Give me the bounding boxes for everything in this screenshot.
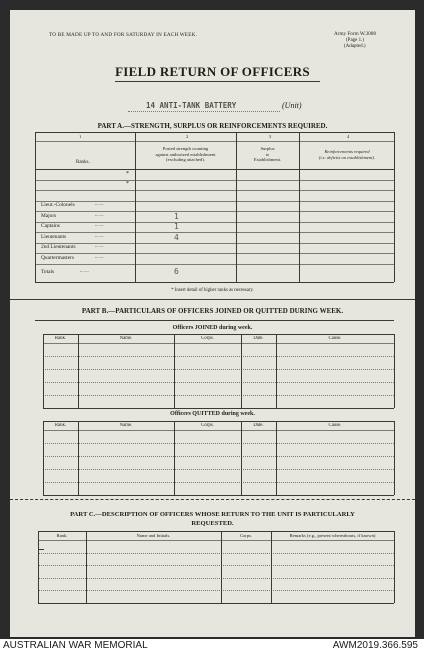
col-num-2: 2 — [186, 134, 189, 139]
rank-label: Quartermasters — [41, 254, 74, 261]
table-row-rule — [43, 369, 394, 370]
table-row-rule — [38, 603, 394, 604]
grid-rule — [35, 211, 394, 212]
unit-dotted-line — [128, 111, 280, 112]
grid-rule — [35, 190, 394, 191]
part-c-heading-line2: REQUESTED. — [191, 520, 234, 527]
rank-label: Majors — [41, 212, 57, 219]
totals-label: Totals — [41, 268, 55, 275]
grid-column-line — [236, 132, 237, 282]
star-marker: * — [126, 181, 129, 187]
posted-value: 1 — [174, 222, 179, 231]
leader-dots: ... ... — [95, 233, 104, 239]
grid-rule — [35, 180, 394, 181]
grid-rule — [35, 232, 394, 233]
col-num-4: 4 — [347, 134, 350, 139]
table-column-line — [394, 531, 395, 603]
leader-dots: ... ... — [95, 223, 104, 228]
form-adapted: (Adapted.) — [344, 44, 366, 49]
column-header: Name and Initials. — [136, 533, 171, 538]
column-header: Corps. — [201, 423, 214, 428]
column-header: Cause. — [328, 423, 342, 428]
rank-label: Captains — [41, 223, 60, 229]
table-row-rule — [38, 565, 394, 566]
column-header: Corps. — [239, 533, 253, 538]
quitted-title: Officers QUITTED during week. — [170, 411, 255, 417]
part-c-ink-mark — [38, 549, 44, 550]
leader-dots: ... ... — [95, 202, 104, 207]
grid-column-line — [299, 132, 300, 282]
table-row-rule — [38, 578, 394, 579]
table-header-rule — [43, 343, 394, 344]
table-column-line — [43, 334, 44, 408]
grid-rule — [35, 264, 394, 265]
column-header: Date. — [253, 336, 264, 341]
top-note: TO BE MADE UP TO AND FOR SATURDAY IN EACH WEEK. — [49, 32, 198, 38]
form-title: FIELD RETURN OF OFFICERS — [115, 64, 310, 79]
leader-dots: ... ... — [80, 268, 89, 274]
table-column-line — [78, 421, 79, 495]
table-row-rule — [43, 356, 394, 357]
unit-label: (Unit) — [282, 101, 302, 110]
form-page — [10, 10, 415, 637]
table-column-line — [174, 421, 175, 495]
column-header: Cause. — [328, 336, 342, 341]
posted-value: 1 — [174, 211, 179, 221]
footer-left: AUSTRALIAN WAR MEMORIAL — [3, 640, 148, 651]
table-column-line — [276, 334, 277, 408]
leader-dots: ... ... — [95, 244, 104, 249]
col-head-surplus: Surplus to Establishment. — [253, 146, 282, 163]
grid-column-line — [394, 132, 395, 282]
part-a-heading: PART A.—STRENGTH, SURPLUS OR REINFORCEMENTS REQUIRED. — [97, 122, 328, 130]
table-header-rule — [38, 540, 394, 541]
table-row-rule — [43, 382, 394, 383]
footer-right: AWM2019.366.595 — [332, 640, 418, 651]
table-column-line — [276, 421, 277, 495]
table-row-rule — [43, 495, 394, 496]
grid-column-line — [135, 132, 136, 282]
column-header: Date. — [253, 423, 264, 428]
title-underline — [115, 81, 320, 82]
table-column-line — [78, 334, 79, 408]
part-a-footnote: * Insert detail of higher ranks as necessary. — [171, 288, 254, 293]
table-column-line — [271, 531, 272, 603]
table-top-rule — [38, 531, 394, 532]
table-column-line — [394, 421, 395, 495]
table-column-line — [38, 531, 39, 603]
table-column-line — [221, 531, 222, 603]
table-row-rule — [43, 469, 394, 470]
table-column-line — [43, 421, 44, 495]
posted-value: 4 — [174, 232, 179, 242]
column-header: Rank. — [56, 533, 68, 538]
table-row-rule — [43, 395, 394, 396]
column-header: Remarks (e.g., present whereabouts, if known) — [289, 533, 376, 538]
column-header: Rank. — [54, 336, 67, 341]
table-row-rule — [38, 553, 394, 554]
form-number: Army Form W.3008 — [334, 31, 376, 37]
part-b-heading-rule — [35, 320, 394, 321]
table-top-rule — [43, 334, 394, 335]
table-column-line — [394, 334, 395, 408]
form-page: (Page 1.) — [346, 38, 365, 43]
table-header-rule — [43, 430, 394, 431]
grid-rule — [35, 243, 394, 244]
column-header: Rank. — [54, 423, 67, 428]
grid-column-line — [35, 132, 36, 282]
table-column-line — [86, 531, 87, 603]
part-b-top-rule — [10, 299, 415, 300]
rank-label: Lieutenants — [41, 233, 67, 240]
col-num-rule — [35, 141, 394, 142]
table-column-line — [241, 421, 242, 495]
rank-label: Lieut.-Colonels — [41, 202, 75, 208]
part-a-top-rule — [35, 132, 394, 133]
perforation-line — [10, 499, 415, 500]
unit-entry: 14 ANTI-TANK BATTERY — [146, 101, 237, 110]
table-column-line — [174, 334, 175, 408]
grid-rule — [35, 253, 394, 254]
col-head-reinforcements: Reinforcements required (i.e. deficits on establishment). — [318, 149, 376, 160]
table-row-rule — [43, 408, 394, 409]
star-marker: * — [126, 170, 129, 177]
table-row-rule — [43, 482, 394, 483]
grid-rule — [35, 201, 394, 202]
column-header: Corps. — [201, 336, 214, 341]
leader-dots: ... ... — [95, 254, 104, 260]
header-bottom-rule — [35, 169, 394, 170]
part-a-bottom-rule — [35, 282, 394, 283]
column-header: Name. — [119, 336, 133, 341]
col-head-ranks: Ranks. — [76, 160, 90, 165]
table-column-line — [241, 334, 242, 408]
table-top-rule — [43, 421, 394, 422]
table-row-rule — [38, 590, 394, 591]
footer-bar — [0, 639, 424, 653]
joined-title: Officers JOINED during week. — [172, 325, 253, 331]
table-row-rule — [43, 443, 394, 444]
part-c-heading-line1: PART C.—DESCRIPTION OF OFFICERS WHOSE RETURN TO THE UNIT IS PARTICULARLY — [70, 511, 355, 518]
part-b-heading: PART B.—PARTICULARS OF OFFICERS JOINED OR QUITTED DURING WEEK. — [81, 307, 344, 315]
column-header: Name. — [119, 423, 133, 428]
col-num-1: 1 — [79, 134, 82, 139]
col-num-3: 3 — [269, 134, 272, 139]
grid-rule — [35, 222, 394, 223]
rank-label: 2nd Lieutenants — [41, 244, 76, 250]
totals-value: 6 — [174, 266, 179, 276]
col-head-posted: Posted strength counting against authorized establishment (excluding attached). — [155, 146, 216, 163]
table-row-rule — [43, 456, 394, 457]
leader-dots: ... ... — [95, 212, 104, 218]
